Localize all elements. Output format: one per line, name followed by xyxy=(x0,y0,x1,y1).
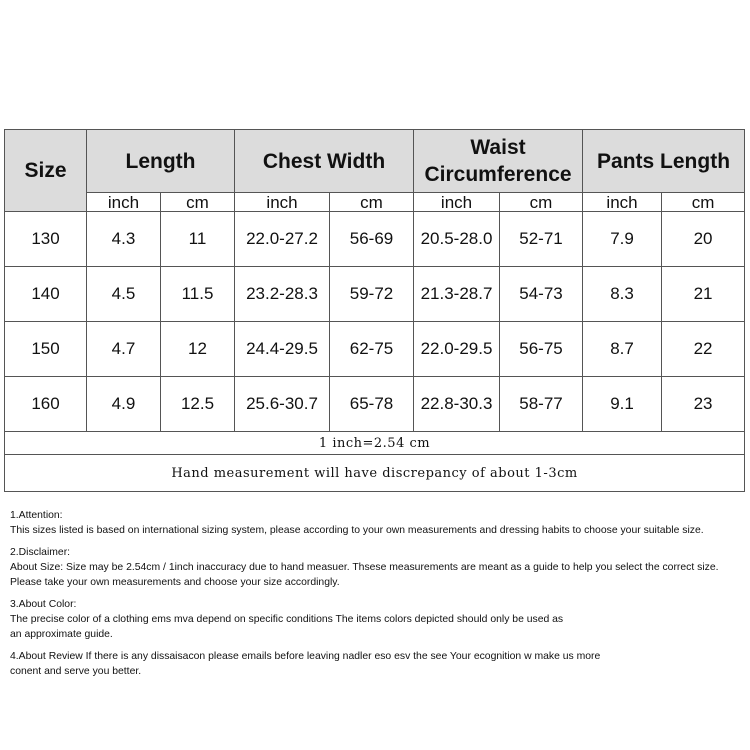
note-line: About Size: Size may be 2.54cm / 1inch inaccuracy due to hand measuer. Thsese measurements are meant as a guide to help you select the correct size. xyxy=(10,562,719,573)
conversion-note: 1 inch=2.54 cm xyxy=(5,432,745,455)
table-cell: 130 xyxy=(5,212,87,267)
notes-section xyxy=(10,508,740,686)
discrepancy-note: Hand measurement will have discrepancy of about 1-3cm xyxy=(5,455,745,492)
note-line: 1.Attention: xyxy=(10,510,63,521)
table-cell: 21 xyxy=(662,267,745,322)
table-cell: 52-71 xyxy=(500,212,583,267)
table-row xyxy=(5,377,745,432)
note-line: an approximate guide. xyxy=(10,629,113,640)
table-cell: 12 xyxy=(161,322,235,377)
table-cell: 22 xyxy=(662,322,745,377)
table-cell: 22.0-29.5 xyxy=(414,322,500,377)
note-line: 4.About Review If there is any dissaisacon please emails before leaving nadler eso esv the see Your ecognition w make us more xyxy=(10,651,601,662)
note-line: 3.About Color: xyxy=(10,599,77,610)
table-cell: 4.9 xyxy=(87,377,161,432)
table-cell: 23 xyxy=(662,377,745,432)
unit-cell: cm xyxy=(330,193,414,212)
table-row xyxy=(5,212,745,267)
table-cell: 20 xyxy=(662,212,745,267)
note-line: This sizes listed is based on international sizing system, please according to your own measurements and dressing habits to choose your suitable size. xyxy=(10,525,704,536)
conversion-row xyxy=(5,432,745,455)
unit-row xyxy=(5,193,745,212)
header-pants-length: Pants Length xyxy=(583,130,745,193)
table-cell: 8.3 xyxy=(583,267,662,322)
note-disclaimer xyxy=(10,545,740,590)
unit-cell: cm xyxy=(161,193,235,212)
table-cell: 11 xyxy=(161,212,235,267)
table-cell: 4.3 xyxy=(87,212,161,267)
table-cell: 150 xyxy=(5,322,87,377)
table-row xyxy=(5,322,745,377)
table-cell: 22.8-30.3 xyxy=(414,377,500,432)
unit-cell: inch xyxy=(583,193,662,212)
header-chest-width: Chest Width xyxy=(235,130,414,193)
unit-cell: inch xyxy=(235,193,330,212)
table-cell: 58-77 xyxy=(500,377,583,432)
header-length: Length xyxy=(87,130,235,193)
table-cell: 59-72 xyxy=(330,267,414,322)
note-line: 2.Disclaimer: xyxy=(10,547,71,558)
header-row xyxy=(5,130,745,193)
unit-cell: cm xyxy=(662,193,745,212)
note-line: conent and serve you better. xyxy=(10,666,142,677)
table-cell: 65-78 xyxy=(330,377,414,432)
table-cell: 12.5 xyxy=(161,377,235,432)
note-line: The precise color of a clothing ems mva depend on specific conditions The items colors depicted should only be used as xyxy=(10,614,564,625)
table-cell: 11.5 xyxy=(161,267,235,322)
unit-cell: inch xyxy=(414,193,500,212)
table-cell: 62-75 xyxy=(330,322,414,377)
table-cell: 7.9 xyxy=(583,212,662,267)
table-cell: 4.7 xyxy=(87,322,161,377)
note-color xyxy=(10,597,740,642)
note-line: Please take your own measurements and choose your size accordingly. xyxy=(10,577,340,588)
table-cell: 56-75 xyxy=(500,322,583,377)
table-cell: 54-73 xyxy=(500,267,583,322)
table-cell: 9.1 xyxy=(583,377,662,432)
table-cell: 160 xyxy=(5,377,87,432)
header-waist-circumference: Waist Circumference xyxy=(414,130,583,193)
unit-cell: cm xyxy=(500,193,583,212)
table-cell: 140 xyxy=(5,267,87,322)
table-cell: 25.6-30.7 xyxy=(235,377,330,432)
table-cell: 20.5-28.0 xyxy=(414,212,500,267)
table-cell: 8.7 xyxy=(583,322,662,377)
discrepancy-row xyxy=(5,455,745,492)
table-cell: 22.0-27.2 xyxy=(235,212,330,267)
table-cell: 4.5 xyxy=(87,267,161,322)
table-row xyxy=(5,267,745,322)
note-review xyxy=(10,649,740,679)
table-cell: 24.4-29.5 xyxy=(235,322,330,377)
table-cell: 21.3-28.7 xyxy=(414,267,500,322)
table-cell: 23.2-28.3 xyxy=(235,267,330,322)
table-cell: 56-69 xyxy=(330,212,414,267)
size-chart-table xyxy=(4,129,745,492)
note-attention xyxy=(10,508,740,538)
header-size: Size xyxy=(5,130,87,212)
unit-cell: inch xyxy=(87,193,161,212)
